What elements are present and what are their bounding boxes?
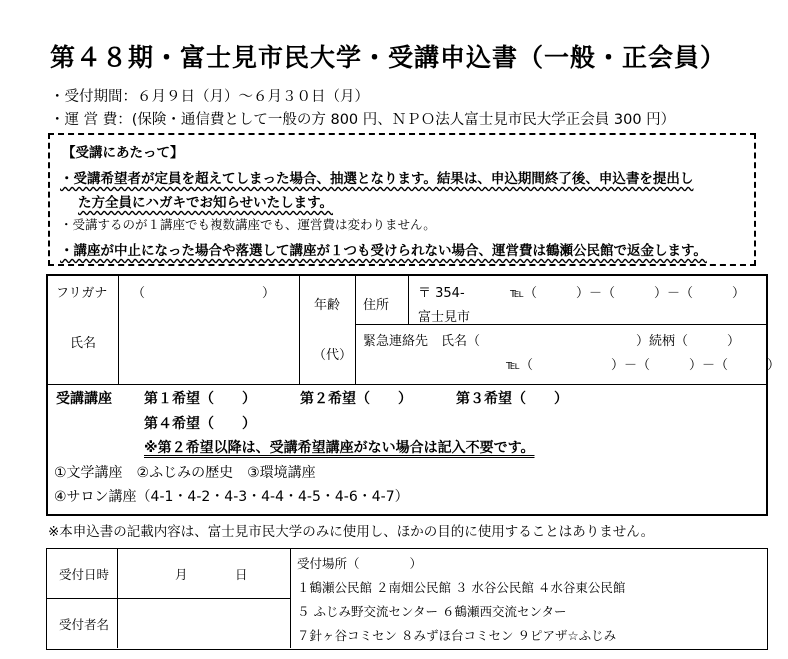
furigana-field[interactable]: （ ） bbox=[132, 286, 276, 301]
receiver-label: 受付者名 bbox=[59, 617, 110, 632]
furigana-label: フリガナ bbox=[56, 286, 108, 301]
address-label: 住所 bbox=[363, 298, 390, 313]
choice-4[interactable]: 第４希望（ ） bbox=[144, 416, 256, 432]
receiver-field[interactable] bbox=[119, 600, 289, 646]
notice-item-refund: ・講座が中止になった場合や落選して講座が１つも受けられない場合、運営費は鶴瀬公民館で返金します。 bbox=[60, 243, 707, 259]
notice-item-lottery: ・受講希望者が定員を超えてしまった場合、抽選となります。結果は、申込期間終了後、申込書を提出し bbox=[60, 171, 694, 187]
application-form bbox=[46, 274, 780, 516]
emergency-contact-field[interactable]: 緊急連絡先 氏名（ ）続柄（ ） bbox=[363, 334, 741, 349]
choice-note: ※第２希望以降は、受講希望講座がない場合は記入不要です。 bbox=[144, 440, 535, 456]
fee-detail: (保険・通信費として一般の方 800 円、ＮＰＯ法人富士見市民大学正会員 300 円） bbox=[131, 112, 676, 128]
notice-box bbox=[48, 133, 756, 266]
reception-date-label: 受付日時 bbox=[59, 567, 110, 582]
emergency-tel-field[interactable]: ℡（ ）－（ ）－（ ） bbox=[506, 358, 780, 373]
name-label: 氏名 bbox=[70, 336, 97, 351]
reception-box bbox=[46, 548, 768, 650]
choice-3[interactable]: 第３希望（ ） bbox=[456, 391, 568, 407]
places-list-3: ７針ヶ谷コミセン ８みずほ台コミセン ９ピアザ☆ふじみ bbox=[297, 628, 617, 643]
day-label: 日 bbox=[235, 567, 248, 582]
city-field[interactable]: 富士見市 bbox=[418, 310, 471, 325]
course-label: 受講講座 bbox=[56, 391, 112, 407]
places-list-1: １鶴瀬公民館 ２南畑公民館 ３ 水谷公民館 ４水谷東公民館 bbox=[297, 580, 626, 595]
notice-heading: 【受講にあたって】 bbox=[62, 145, 184, 161]
course-list: ①文学講座 ②ふじみの歴史 ③環境講座 bbox=[54, 465, 316, 481]
course-list-salon: ④サロン講座（4-1・4-2・4-3・4-4・4-5・4-6・4-7） bbox=[54, 489, 409, 505]
notice-item-lottery-cont: た方全員にハガキでお知らせいたします。 bbox=[78, 195, 334, 211]
reception-place-field[interactable]: 受付場所（ ） bbox=[297, 556, 423, 571]
age-unit[interactable]: （代） bbox=[313, 348, 353, 363]
month-label: 月 bbox=[175, 567, 188, 582]
choice-2[interactable]: 第２希望（ ） bbox=[300, 391, 412, 407]
fee-label: ・運 営 費： bbox=[50, 112, 132, 128]
places-list-2: ５ ふじみ野交流センター ６鶴瀬西交流センター bbox=[297, 604, 567, 619]
tel-field[interactable]: ℡（ ）－（ ）－（ ） bbox=[510, 286, 745, 301]
name-field[interactable] bbox=[120, 306, 298, 382]
age-label: 年齢 bbox=[314, 298, 341, 313]
privacy-note: ※本申込書の記載内容は、富士見市民大学のみに使用し、ほかの目的に使用することはありません。 bbox=[48, 524, 655, 540]
choice-1[interactable]: 第１希望（ ） bbox=[144, 391, 256, 407]
reception-period: ・受付期間：６月９日（月）～６月３０日（月） bbox=[50, 89, 369, 105]
postal-code-field[interactable]: 〒 354- bbox=[418, 286, 465, 301]
fee-line bbox=[50, 108, 675, 129]
notice-item-fee: ・受講するのが１講座でも複数講座でも、運営費は変わりません。 bbox=[60, 217, 436, 232]
page-title: 第４８期・富士見市民大学・受講申込書（一般・正会員） bbox=[50, 43, 727, 72]
